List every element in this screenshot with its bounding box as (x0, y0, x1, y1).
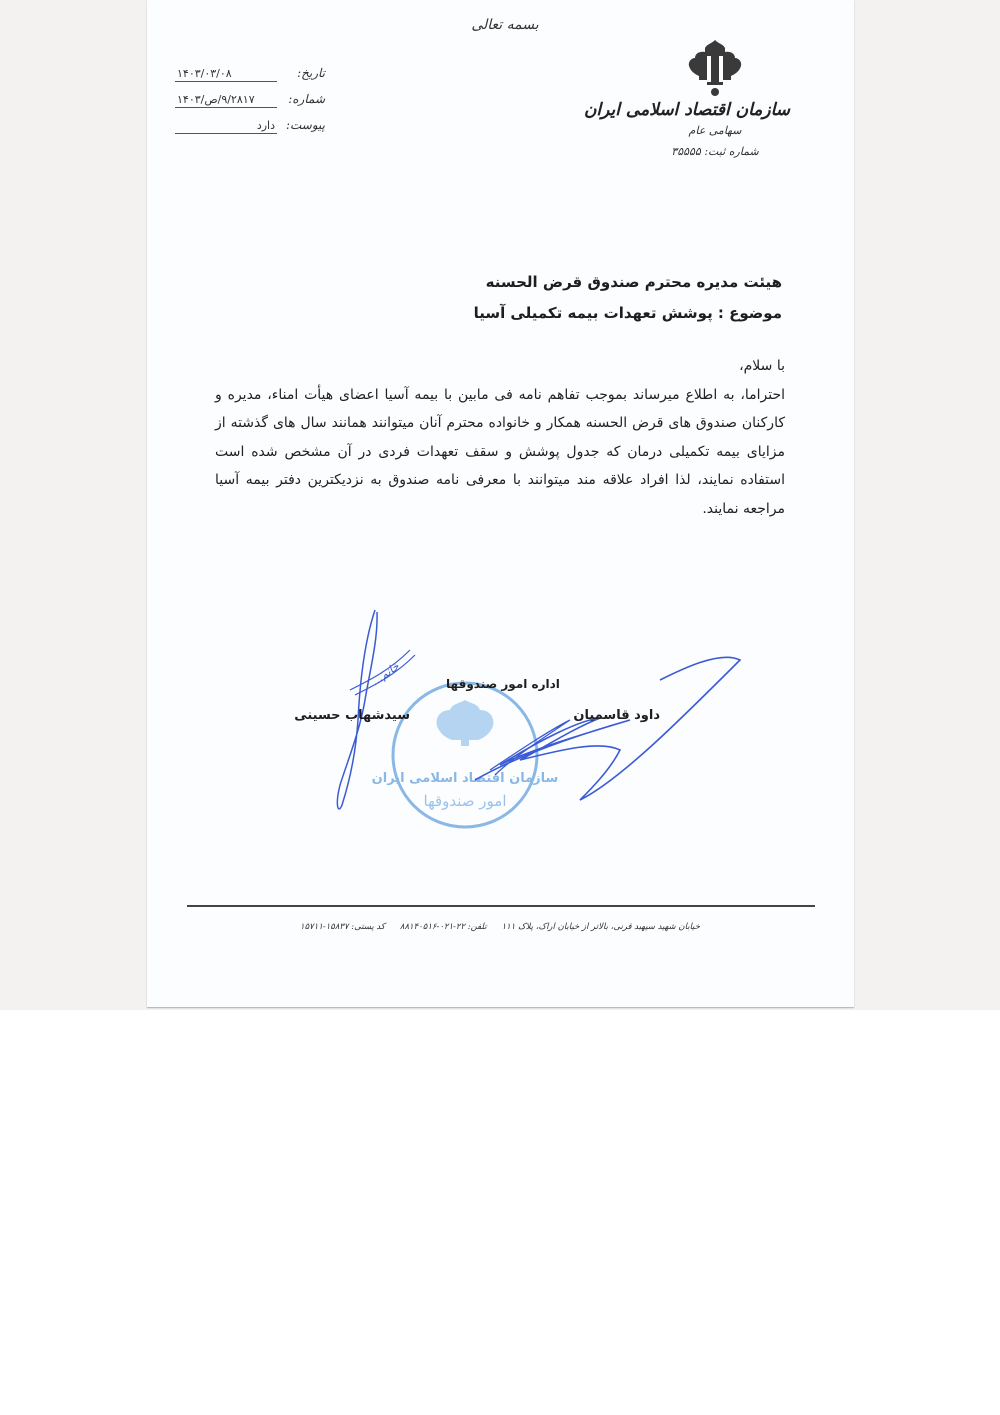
organization-header (583, 38, 790, 158)
letter-footer (300, 922, 700, 932)
footer-phone: تلفن: ۲۲-۰۲۱-۸۸۱۴۰۵۱۶ (399, 922, 487, 932)
signer-name-1: داود قاسمیان (573, 708, 660, 723)
svg-text:خانم...: خانم... (368, 659, 402, 689)
department-label: اداره امور صندوقها (446, 677, 560, 691)
attachment-label: پیوست: (285, 118, 325, 132)
official-stamp-icon (280, 600, 760, 850)
signer-name-2: سیدشهاب حسینی (294, 708, 410, 723)
organization-type: سهامی عام (688, 124, 742, 137)
attachment-value: دارد (175, 119, 277, 134)
svg-text:سازمان اقتصاد اسلامی ایران: سازمان اقتصاد اسلامی ایران (371, 771, 559, 786)
svg-text:امور صندوقها: امور صندوقها (423, 792, 507, 810)
addressee: هیئت مدیره محترم صندوق قرض الحسنه (485, 273, 782, 291)
number-value: ۹/۲۸۱۷/ص/۱۴۰۳ (175, 93, 277, 108)
letter-body (215, 352, 785, 523)
footer-address: خیابان شهید سپهبد قرنی، بالاتر از خیابان اراک، پلاک ۱۱۱ (501, 922, 700, 932)
organization-name: سازمان اقتصاد اسلامی ایران (583, 100, 790, 120)
signature-block (280, 600, 760, 850)
body-paragraph: احتراما، به اطلاع میرساند بموجب تفاهم نامه فی مابین با بیمه آسیا اعضای هیأت امناء، مدیره و کارکنان صندوق های قرض الحسنه همکار و خانواده محترم آنان میتوانند همانند سال های گذشته از مزایای بیمه تکمیلی درمان که جدول پوشش و سقف تعهدات فردی در آن مشخص شده است استفاده نمایند، لذا افراد علاقه مند میتوانند با معرفی نامه صندوق به نزدیکترین دفتر بیمه آسیا مراجعه نمایند. (215, 386, 785, 517)
subject-line: موضوع : پوشش تعهدات بیمه تکمیلی آسیا (473, 304, 782, 322)
greeting: با سلام، (739, 358, 785, 374)
number-row (175, 92, 325, 118)
date-row (175, 66, 325, 92)
letter-meta (175, 66, 325, 144)
organization-logo-icon (685, 38, 745, 98)
attachment-row (175, 118, 325, 144)
date-value: ۱۴۰۳/۰۳/۰۸ (175, 67, 277, 82)
date-label: تاریخ: (297, 66, 325, 80)
footer-divider (187, 905, 815, 907)
registration-number: شماره ثبت: ۳۵۵۵۵ (671, 145, 759, 158)
basmala-heading: بسمه تعالی (471, 17, 539, 33)
footer-postal-code: کد پستی: ۱۵۸۳۷-۱۵۷۱۱ (300, 922, 385, 932)
number-label: شماره: (288, 92, 325, 106)
